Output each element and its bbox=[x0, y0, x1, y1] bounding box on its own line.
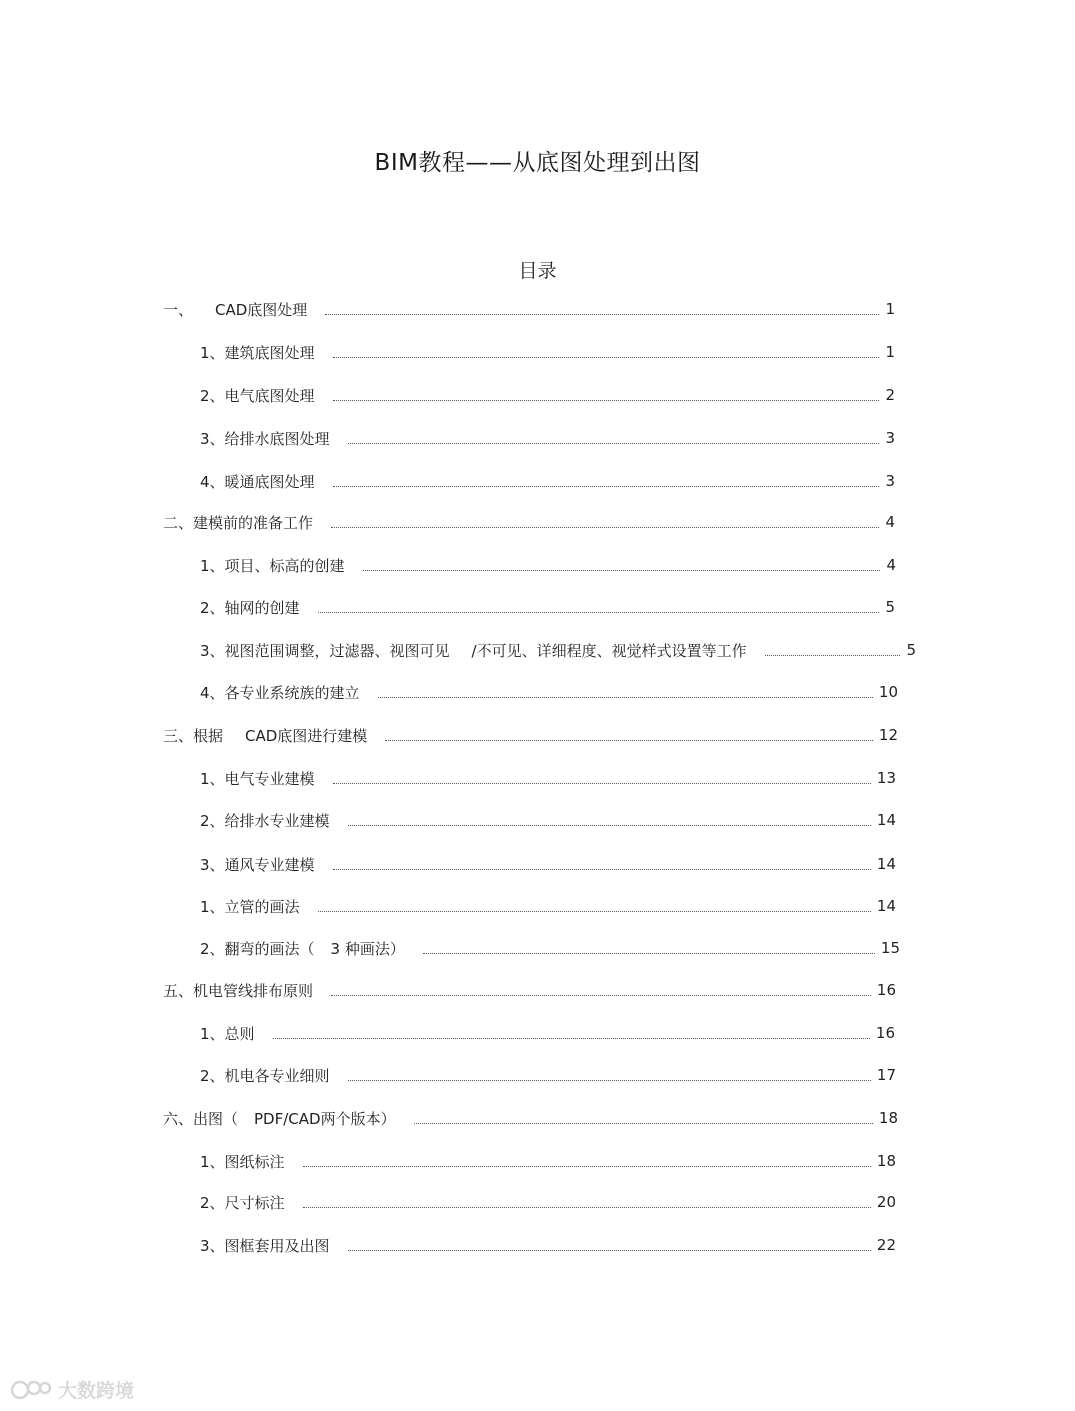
wechat-logo-icon bbox=[10, 1378, 52, 1402]
toc-leader-dots bbox=[331, 994, 871, 996]
toc-entry[interactable] bbox=[200, 1150, 896, 1172]
toc-page-number: 22 bbox=[876, 1236, 896, 1254]
toc-entry[interactable] bbox=[200, 596, 895, 618]
toc-entry-label bbox=[200, 471, 319, 492]
toc-entry-label bbox=[200, 428, 334, 449]
toc-page-number: 18 bbox=[878, 1109, 898, 1127]
toc-entry-label bbox=[200, 810, 334, 831]
toc-leader-dots bbox=[348, 824, 871, 826]
toc-leader-dots bbox=[333, 782, 871, 784]
toc-page-number: 4 bbox=[885, 513, 895, 531]
toc-entry-text: 3、图框套用及出图 bbox=[200, 1236, 330, 1255]
toc-entry[interactable] bbox=[200, 895, 896, 917]
toc-entry-label bbox=[200, 1023, 259, 1044]
toc-leader-dots bbox=[765, 654, 901, 656]
toc-entry[interactable] bbox=[163, 979, 896, 1001]
toc-entry-label bbox=[163, 725, 371, 746]
toc-leader-dots bbox=[325, 313, 879, 315]
toc-leader-dots bbox=[363, 569, 881, 571]
toc-entry[interactable] bbox=[200, 681, 898, 703]
toc-entry-text: CAD底图进行建模 bbox=[245, 726, 368, 745]
toc-entry-text: PDF/CAD两个版本） bbox=[254, 1109, 396, 1128]
toc-page-number: 5 bbox=[885, 598, 895, 616]
toc-entry-label bbox=[163, 512, 317, 533]
toc-entry[interactable] bbox=[200, 1191, 896, 1213]
toc-entry-label bbox=[163, 1108, 400, 1129]
toc-page-number: 1 bbox=[885, 343, 895, 361]
toc-page-number: 16 bbox=[875, 1024, 895, 1042]
watermark bbox=[10, 1376, 134, 1403]
toc-entry[interactable] bbox=[200, 470, 895, 492]
toc-page-number: 10 bbox=[878, 683, 898, 701]
toc-leader-dots bbox=[414, 1122, 873, 1124]
toc-page-number: 3 bbox=[885, 472, 895, 490]
toc-page-number: 15 bbox=[880, 939, 900, 957]
toc-leader-dots bbox=[333, 868, 871, 870]
toc-entry-text: 1、立管的画法 bbox=[200, 897, 300, 916]
toc-entry[interactable] bbox=[200, 554, 896, 576]
toc-leader-dots bbox=[303, 1206, 871, 1208]
toc-leader-dots bbox=[318, 611, 880, 613]
toc-entry-label bbox=[200, 555, 349, 576]
toc-entry-text: 2、尺寸标注 bbox=[200, 1193, 285, 1212]
toc-entry[interactable] bbox=[200, 853, 896, 875]
toc-entry[interactable] bbox=[200, 341, 895, 363]
toc-entry-label bbox=[200, 597, 304, 618]
toc-page-number: 14 bbox=[876, 855, 896, 873]
toc-entry[interactable] bbox=[163, 724, 898, 746]
toc-entry-label bbox=[200, 1235, 334, 1256]
toc-page-number: 1 bbox=[885, 300, 895, 318]
toc-entry[interactable] bbox=[200, 427, 895, 449]
toc-page-number: 2 bbox=[885, 386, 895, 404]
toc-page-number: 14 bbox=[876, 897, 896, 915]
toc-entry-text: 六、出图（ bbox=[163, 1109, 239, 1128]
toc-entry-label bbox=[200, 938, 409, 959]
toc-leader-dots bbox=[273, 1037, 870, 1039]
toc-entry[interactable] bbox=[163, 298, 895, 320]
toc-entry-label bbox=[163, 980, 317, 1001]
toc-page-number: 3 bbox=[885, 429, 895, 447]
document-title: BIM教程——从底图处理到出图 bbox=[374, 150, 701, 176]
toc-page-number: 16 bbox=[876, 981, 896, 999]
toc-page-number: 20 bbox=[876, 1193, 896, 1211]
toc-entry-text: 2、翻弯的画法（ bbox=[200, 939, 315, 958]
toc-entry[interactable] bbox=[200, 1064, 896, 1086]
toc-entry[interactable] bbox=[200, 639, 916, 661]
toc-entry-label bbox=[200, 1065, 334, 1086]
toc-entry[interactable] bbox=[200, 1234, 896, 1256]
toc-leader-dots bbox=[348, 442, 880, 444]
toc-leader-dots bbox=[348, 1079, 871, 1081]
toc-entry-text: 3、视图范围调整，过滤器、视图可见 bbox=[200, 641, 450, 660]
toc-entry[interactable] bbox=[200, 809, 896, 831]
toc-entry-text: 五、机电管线排布原则 bbox=[163, 981, 314, 1000]
toc-leader-dots bbox=[378, 696, 873, 698]
toc-entry-text: 2、机电各专业细则 bbox=[200, 1066, 330, 1085]
toc-entry-text: 二、建模前的准备工作 bbox=[163, 513, 314, 532]
toc-leader-dots bbox=[423, 952, 875, 954]
toc-entry-text: 3 种画法） bbox=[330, 939, 405, 958]
toc-entry-text: 1、电气专业建模 bbox=[200, 769, 315, 788]
toc-entry-label bbox=[200, 640, 751, 661]
toc-leader-dots bbox=[385, 739, 873, 741]
toc-heading: 目录 bbox=[518, 260, 557, 282]
toc-entry-label bbox=[200, 342, 319, 363]
toc-entry-text: 3、通风专业建模 bbox=[200, 855, 315, 874]
toc-entry[interactable] bbox=[200, 384, 895, 406]
toc-entry-text: 4、各专业系统族的建立 bbox=[200, 683, 360, 702]
toc-entry-label bbox=[200, 682, 364, 703]
toc-entry-label bbox=[200, 768, 319, 789]
toc-entry-label bbox=[200, 385, 319, 406]
toc-page-number: 4 bbox=[886, 556, 896, 574]
toc-entry[interactable] bbox=[163, 511, 895, 533]
toc-entry-text: 1、项目、标高的创建 bbox=[200, 556, 345, 575]
toc-leader-dots bbox=[318, 910, 871, 912]
toc-page-number: 14 bbox=[876, 811, 896, 829]
toc-leader-dots bbox=[348, 1249, 871, 1251]
toc-entry-label bbox=[200, 1151, 289, 1172]
toc-entry-text: 4、暖通底图处理 bbox=[200, 472, 315, 491]
toc-entry-text: 一、 bbox=[163, 300, 194, 319]
toc-entry-text: 3、给排水底图处理 bbox=[200, 429, 330, 448]
toc-page-number: 13 bbox=[876, 769, 896, 787]
toc-leader-dots bbox=[333, 485, 880, 487]
toc-page-number: 5 bbox=[906, 641, 916, 659]
toc-entry[interactable] bbox=[200, 1022, 895, 1044]
toc-page-number: 17 bbox=[876, 1066, 896, 1084]
toc-entry-label bbox=[200, 896, 304, 917]
toc-entry-text: /不可见、详细程度、视觉样式设置等工作 bbox=[471, 641, 747, 660]
toc-entry-text: CAD底图处理 bbox=[215, 300, 308, 319]
toc-page-number: 18 bbox=[876, 1152, 896, 1170]
toc-entry-label bbox=[200, 1192, 289, 1213]
toc-entry[interactable] bbox=[163, 1107, 898, 1129]
toc-page-number: 12 bbox=[878, 726, 898, 744]
toc-entry-text: 2、轴网的创建 bbox=[200, 598, 300, 617]
toc-entry-text: 2、电气底图处理 bbox=[200, 386, 315, 405]
watermark-text: 大数跨境 bbox=[58, 1380, 135, 1402]
toc-leader-dots bbox=[331, 526, 879, 528]
toc-entry-label bbox=[163, 299, 311, 320]
toc-entry-label bbox=[200, 854, 319, 875]
toc-entry-text: 三、根据 bbox=[163, 726, 224, 745]
toc-leader-dots bbox=[333, 399, 880, 401]
toc-entry[interactable] bbox=[200, 767, 896, 789]
toc-entry-text: 1、图纸标注 bbox=[200, 1152, 285, 1171]
toc-entry[interactable] bbox=[200, 937, 900, 959]
toc-entry-text: 1、总则 bbox=[200, 1024, 255, 1043]
toc-leader-dots bbox=[303, 1165, 871, 1167]
toc-leader-dots bbox=[333, 356, 880, 358]
toc-entry-text: 2、给排水专业建模 bbox=[200, 811, 330, 830]
toc-entry-text: 1、建筑底图处理 bbox=[200, 343, 315, 362]
